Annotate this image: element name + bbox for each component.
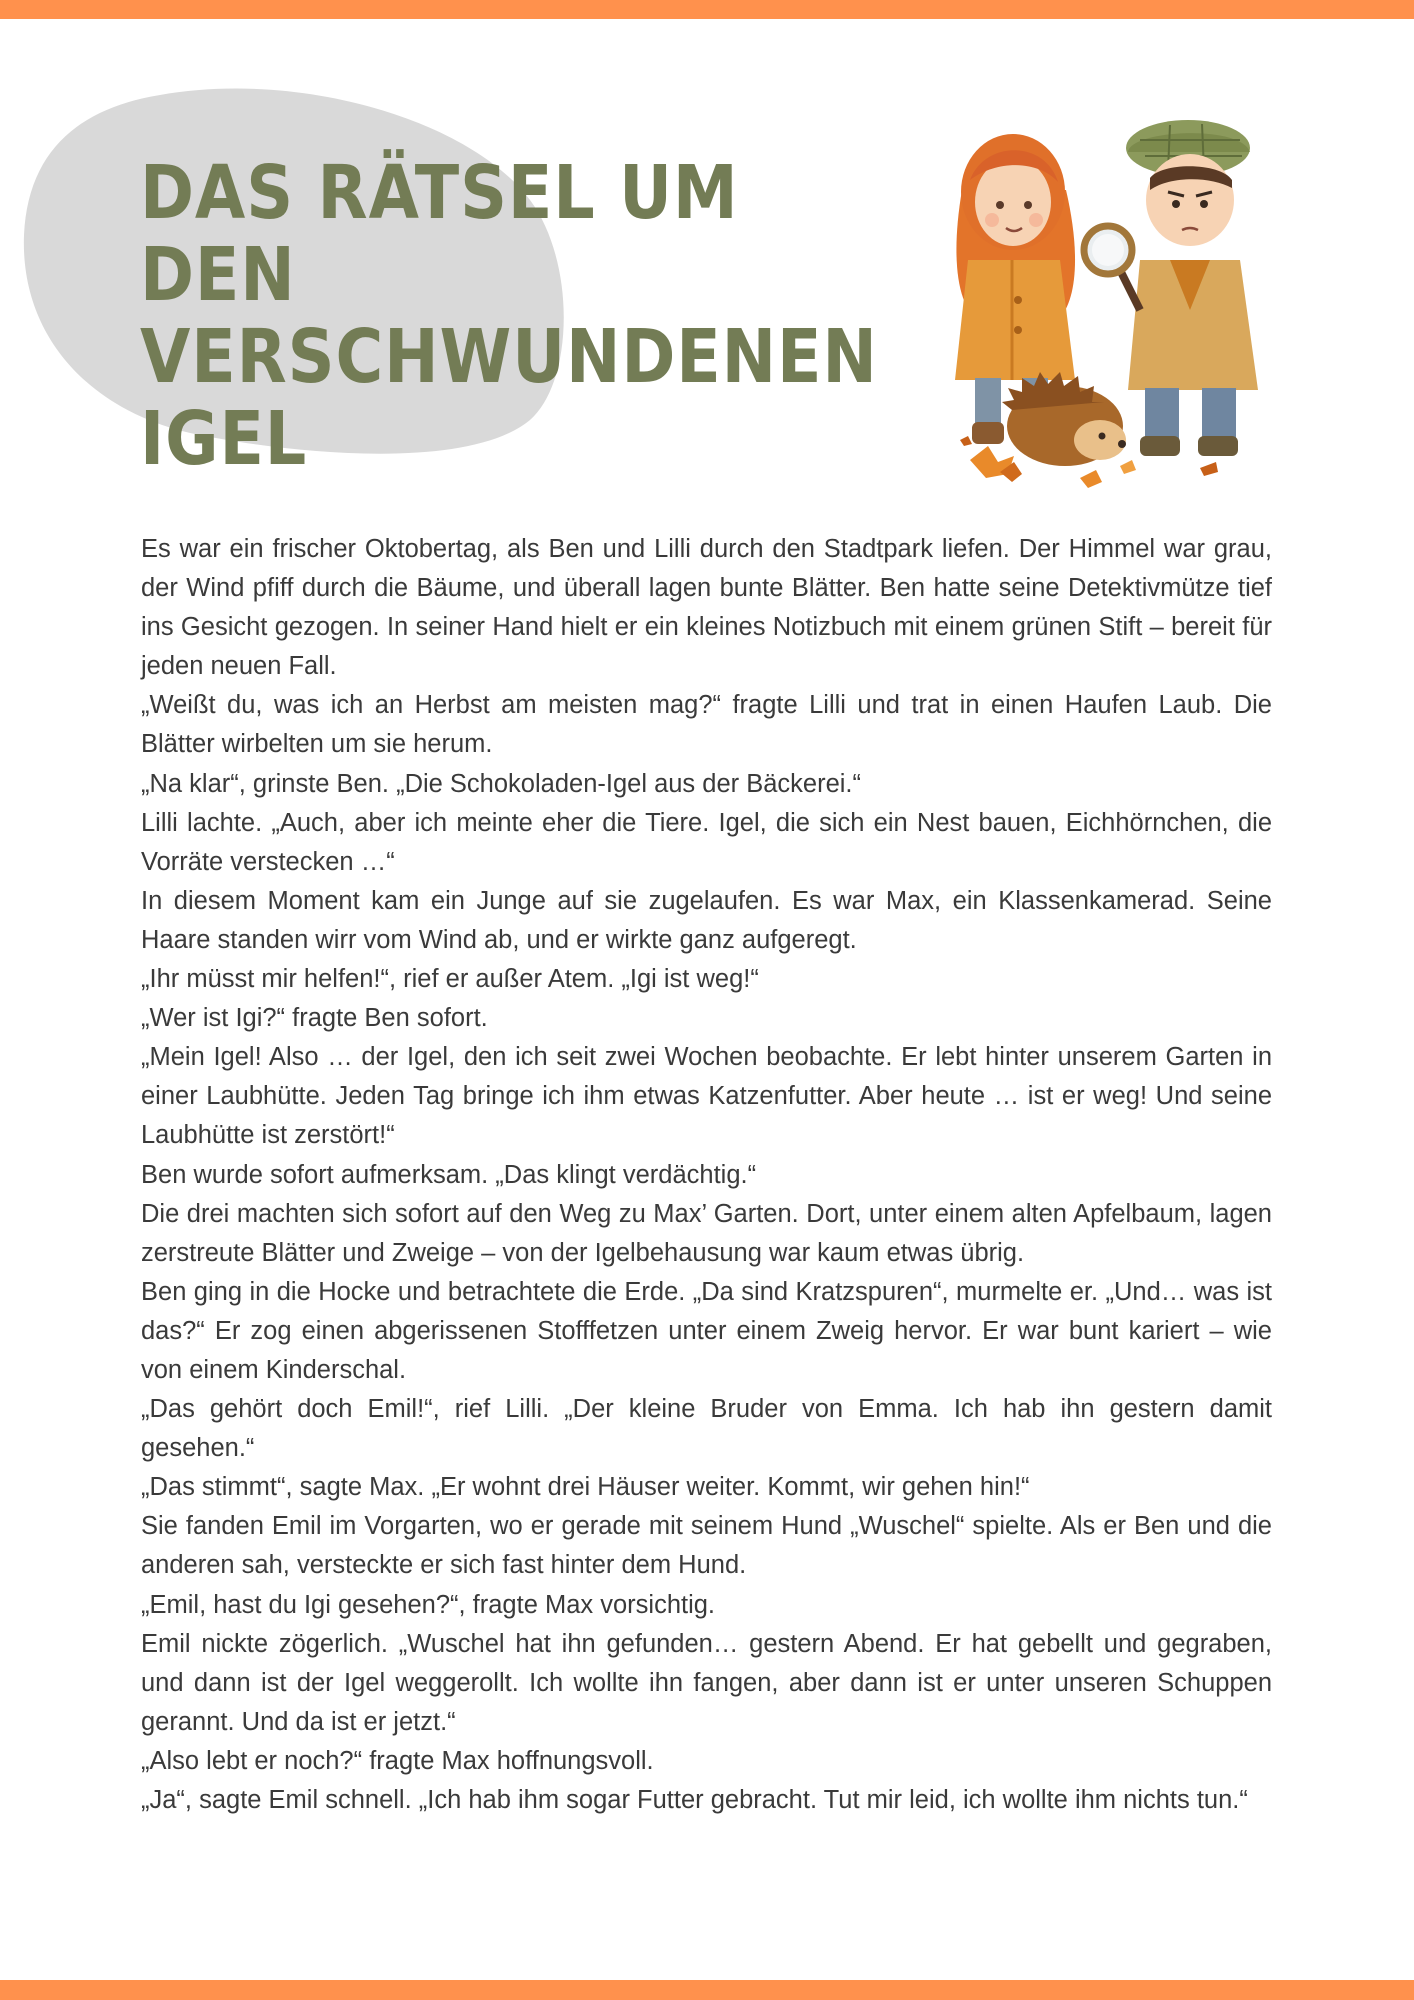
story-paragraph: „Das stimmt“, sagte Max. „Er wohnt drei Häuser weiter. Kommt, wir gehen hin!“ (141, 1473, 1030, 1502)
story-paragraph: Sie fanden Emil im Vorgarten, wo er gerade mit seinem Hund „Wuschel“ spielte. Als er Ben und die anderen sah, versteckte er sich fast hinter dem Hund. (141, 1512, 1272, 1580)
detective-children-hedgehog-illustration (940, 110, 1280, 510)
title-line-1: DAS RÄTSEL UM DEN (140, 150, 739, 318)
story-paragraph: „Weißt du, was ich an Herbst am meisten mag?“ fragte Lilli und trat in einen Haufen Laub. Die Blätter wirbelten um sie herum. (141, 691, 1272, 759)
story-paragraph: Die drei machten sich sofort auf den Weg zu Max’ Garten. Dort, unter einem alten Apfelbaum, lagen zerstreute Blätter und Zweige – von der Igelbehausung war kaum etwas übrig. (141, 1199, 1272, 1267)
story-paragraph: In diesem Moment kam ein Junge auf sie zugelaufen. Es war Max, ein Klassenkamerad. Seine Haare standen wirr vom Wind ab, und er wirkte ganz aufgeregt. (141, 886, 1272, 954)
story-paragraph: Ben wurde sofort aufmerksam. „Das klingt verdächtig.“ (141, 1160, 757, 1189)
story-paragraph: „Das gehört doch Emil!“, rief Lilli. „Der kleine Bruder von Emma. Ich hab ihn gestern damit gesehen.“ (141, 1395, 1272, 1463)
story-paragraph: Es war ein frischer Oktobertag, als Ben und Lilli durch den Stadtpark liefen. Der Himmel war grau, der Wind pfiff durch die Bäume, und überall lagen bunte Blätter. Ben hatte seine Detektivmütze tief ins Gesicht gezogen. In seiner Hand hielt er ein kleines Notizbuch mit einem grünen Stift – bereit für jeden neuen Fall. (141, 535, 1272, 681)
story-paragraph: Emil nickte zögerlich. „Wuschel hat ihn gefunden… gestern Abend. Er hat gebellt und gegraben, und dann ist der Igel weggerollt. Ich wollte ihn fangen, aber dann ist er unter unseren Schuppen gerannt. Und da ist er jetzt.“ (141, 1629, 1272, 1736)
story-paragraph: „Ihr müsst mir helfen!“, rief er außer Atem. „Igi ist weg!“ (141, 965, 759, 994)
story-paragraph: Ben ging in die Hocke und betrachtete die Erde. „Da sind Kratzspuren“, murmelte er. „Und… was ist das?“ Er zog einen abgerissenen Stofffetzen unter einem Zweig hervor. Er war bunt kariert – wie von einem Kinderschal. (141, 1277, 1272, 1384)
bottom-accent-bar (0, 1980, 1414, 2000)
story-paragraph: „Wer ist Igi?“ fragte Ben sofort. (141, 1004, 488, 1033)
title-line-3: IGEL (140, 396, 308, 482)
story-paragraph: „Na klar“, grinste Ben. „Die Schokoladen-Igel aus der Bäckerei.“ (141, 769, 861, 798)
story-paragraph: „Also lebt er noch?“ fragte Max hoffnungsvoll. (141, 1746, 654, 1775)
story-text (141, 530, 1272, 1820)
hedgehog-icon (1002, 372, 1126, 466)
story-paragraph: „Mein Igel! Also … der Igel, den ich seit zwei Wochen beobachte. Er lebt hinter unserem Garten in einer Laubhütte. Jeden Tag bringe ich ihm etwas Katzenfutter. Aber heute … ist er weg! Und seine Laubhütte ist zerstört!“ (141, 1043, 1272, 1150)
page-title (140, 150, 878, 482)
story-paragraph: „Emil, hast du Igi gesehen?“, fragte Max vorsichtig. (141, 1590, 716, 1619)
title-line-2: VERSCHWUNDENEN (140, 314, 878, 400)
story-paragraph: „Ja“, sagte Emil schnell. „Ich hab ihm sogar Futter gebracht. Tut mir leid, ich wollte ihm nichts tun.“ (141, 1786, 1248, 1814)
story-paragraph: Lilli lachte. „Auch, aber ich meinte eher die Tiere. Igel, die sich ein Nest bauen, Eichhörnchen, die Vorräte verstecken …“ (141, 808, 1272, 876)
